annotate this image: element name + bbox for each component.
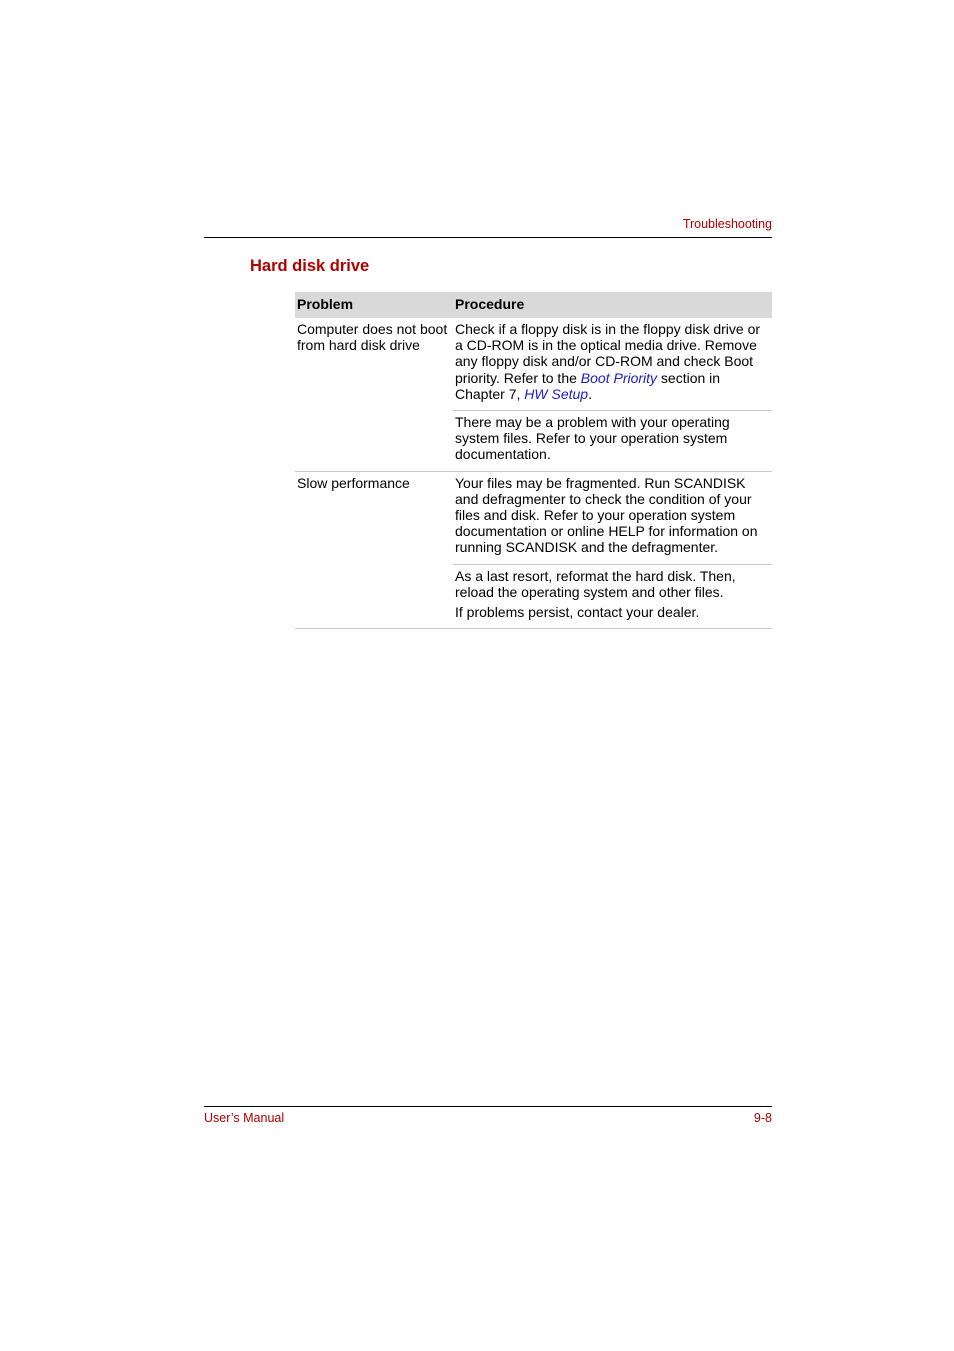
procedure-cell: Your files may be fragmented. Run SCANDISK and defragmenter to check the condition of your files and disk. Refer to your operation system documentation or online HELP for information on running SCANDISK and the defragmenter. bbox=[453, 471, 772, 564]
table-row bbox=[295, 471, 772, 564]
header-procedure: Procedure bbox=[453, 292, 772, 318]
page-footer bbox=[204, 1106, 772, 1125]
procedure-text: . bbox=[588, 385, 592, 402]
table-row bbox=[295, 318, 772, 411]
troubleshooting-table bbox=[295, 292, 772, 629]
page-number: 9-8 bbox=[753, 1111, 772, 1125]
boot-priority-link[interactable]: Boot Priority bbox=[580, 369, 658, 386]
section-title: Hard disk drive bbox=[250, 257, 370, 275]
problem-cell: Computer does not boot from hard disk drive bbox=[295, 318, 453, 471]
chapter-title: Troubleshooting bbox=[682, 217, 772, 231]
hw-setup-link[interactable]: HW Setup bbox=[524, 385, 589, 402]
procedure-cell bbox=[453, 564, 772, 629]
procedure-text: section in Chapter 7, bbox=[455, 369, 721, 402]
procedure-text: As a last resort, reformat the hard disk. Then, reload the operating system and other files. bbox=[455, 567, 736, 600]
page-header bbox=[204, 216, 772, 238]
table-header-row bbox=[295, 292, 772, 318]
header-problem: Problem bbox=[295, 292, 453, 318]
problem-cell: Slow performance bbox=[295, 471, 453, 629]
procedure-cell: There may be a problem with your operating system files. Refer to your operation system documentation. bbox=[453, 411, 772, 472]
procedure-cell bbox=[453, 318, 772, 411]
procedure-text: Check if a floppy disk is in the floppy disk drive or a CD-ROM is in the optical media drive. Remove any floppy disk and/or CD-ROM and check Boot priority. Refer to the bbox=[455, 321, 761, 386]
manual-title: User’s Manual bbox=[204, 1111, 285, 1125]
procedure-text: If problems persist, contact your dealer. bbox=[455, 604, 700, 621]
